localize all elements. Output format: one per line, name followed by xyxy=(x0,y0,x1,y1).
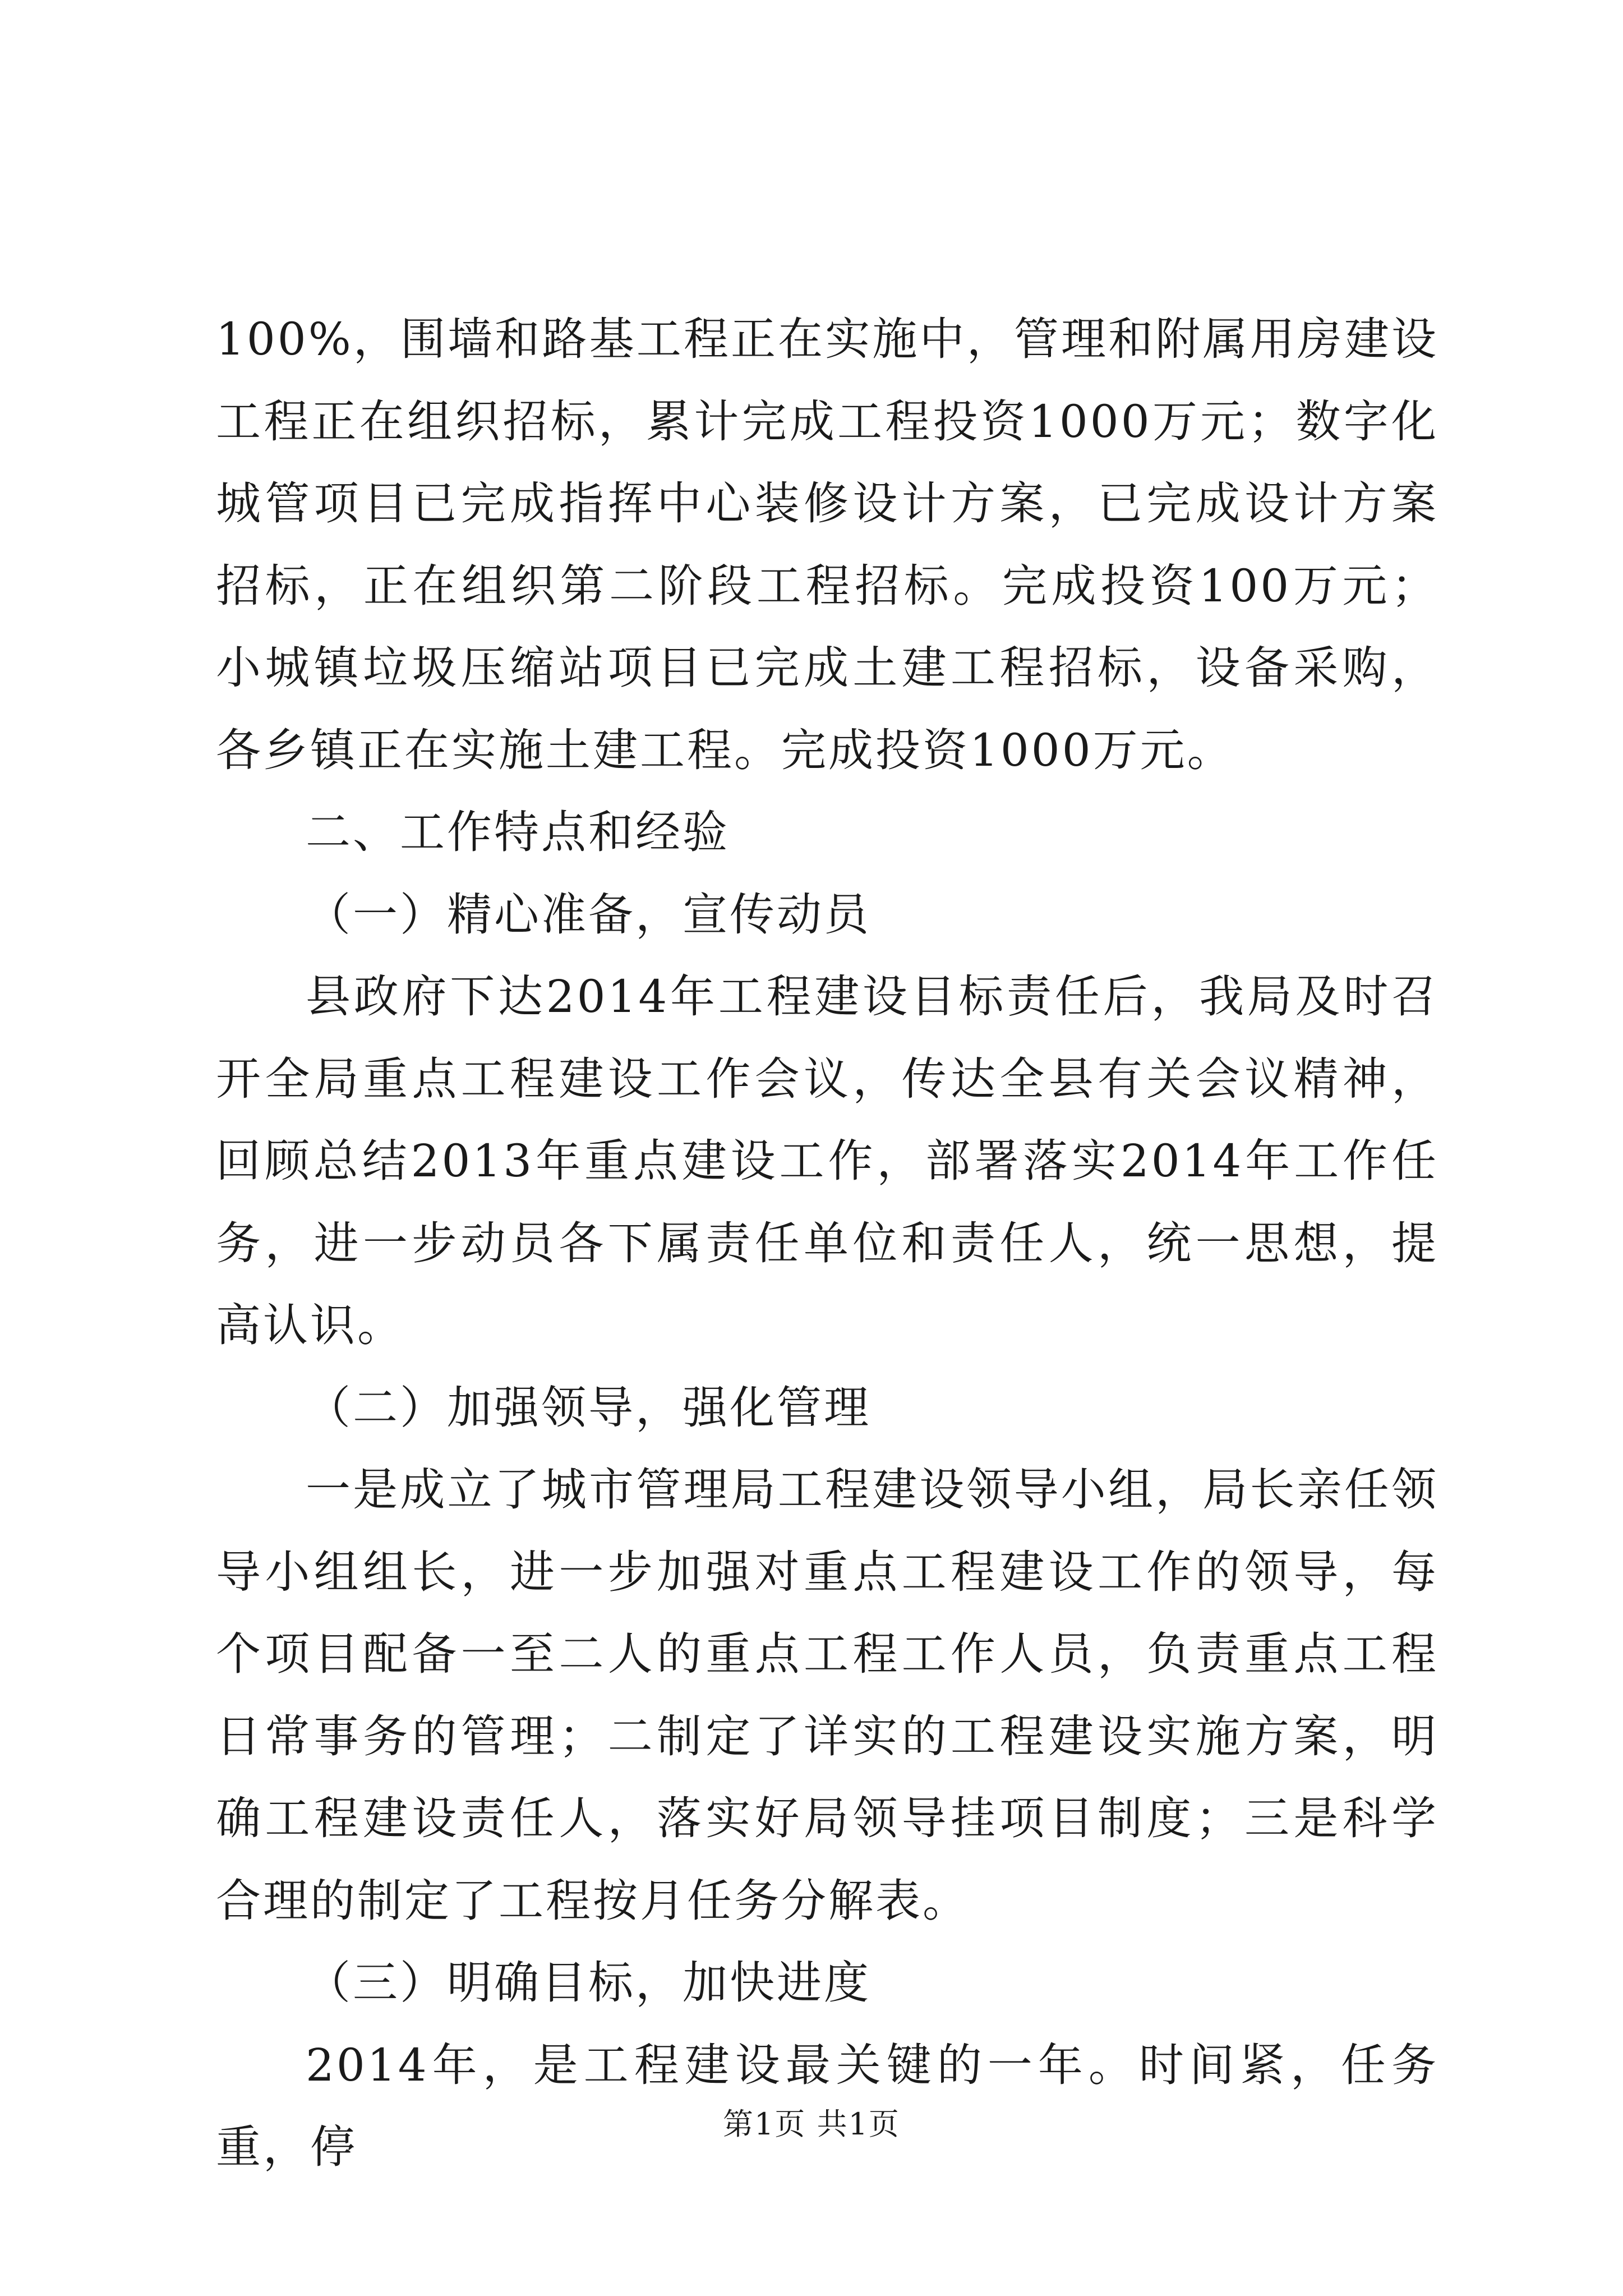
paragraph-progress-summary: 100%，围墙和路基工程正在实施中，管理和附属用房建设工程正在组织招标，累计完成工程投资1000万元；数字化城管项目已完成指挥中心装修设计方案，已完成设计方案招标，正在组织第二阶段工程招标。完成投资100万元；小城镇垃圾压缩站项目已完成土建工程招标，设备采购，各乡镇正在实施土建工程。完成投资1000万元。 xyxy=(216,313,1438,776)
section-heading-features: 二、工作特点和经验 xyxy=(306,806,730,858)
page-number-footer: 第1页 共1页 xyxy=(723,2106,900,2142)
subheading-leadership: （二）加强领导，强化管理 xyxy=(306,1381,871,1434)
paragraph-goals: 2014年，是工程建设最关键的一年。时间紧，任务重，停 xyxy=(216,2039,1438,2173)
subheading-goals: （三）明确目标，加快进度 xyxy=(306,1957,871,2009)
paragraph-leadership: 一是成立了城市管理局工程建设领导小组，局长亲任领导小组组长，进一步加强对重点工程建设工作的领导，每个项目配备一至二人的重点工程工作人员，负责重点工程日常事务的管理；二制定了详实的工程建设实施方案，明确工程建设责任人，落实好局领导挂项目制度；三是科学合理的制定了工程按月任务分解表。 xyxy=(216,1464,1438,1927)
document-body xyxy=(216,298,1438,2189)
subheading-preparation: （一）精心准备，宣传动员 xyxy=(306,888,871,941)
paragraph-preparation: 县政府下达2014年工程建设目标责任后，我局及时召开全局重点工程建设工作会议，传达全县有关会议精神，回顾总结2013年重点建设工作，部署落实2014年工作任务，进一步动员各下属责任单位和责任人，统一思想，提高认识。 xyxy=(216,970,1438,1351)
